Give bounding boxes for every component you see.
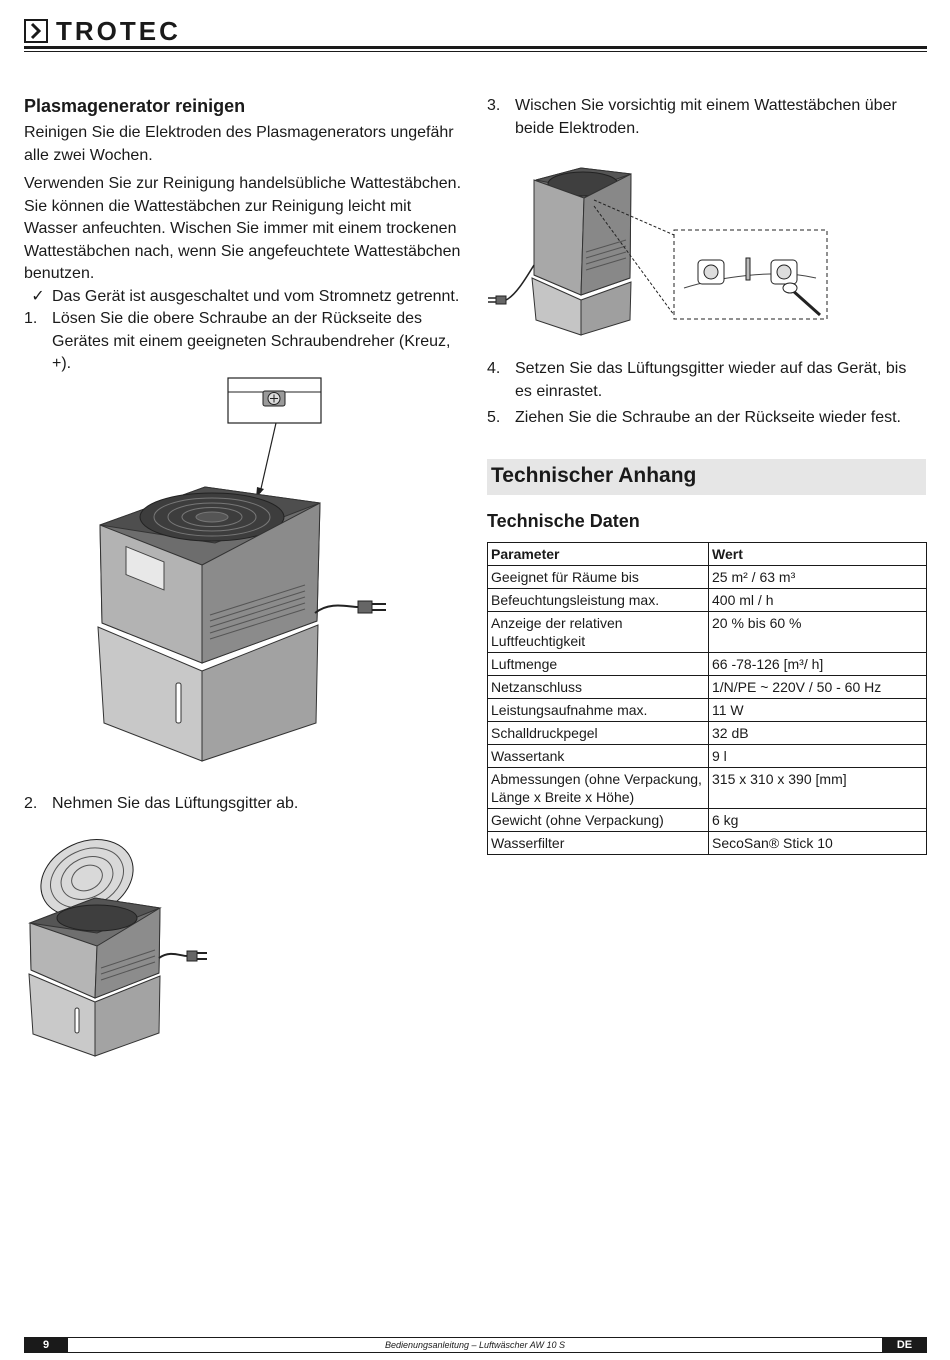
value-cell: 9 l	[709, 745, 927, 768]
step-item	[24, 793, 464, 816]
param-cell: Geeignet für Räume bis	[488, 566, 709, 589]
param-cell: Wasserfilter	[488, 832, 709, 855]
step-item	[487, 95, 927, 140]
grille-removed-illustration	[25, 828, 225, 1063]
step-number: 4.	[487, 360, 501, 377]
column-header: Wert	[709, 543, 927, 566]
chevron-right-icon	[24, 19, 48, 43]
step-text: Ziehen Sie die Schraube an der Rückseite wieder fest.	[515, 409, 901, 426]
table-row	[488, 653, 927, 676]
step-number: 1.	[24, 310, 38, 327]
value-cell: 20 % bis 60 %	[709, 612, 927, 653]
page-number: 9	[24, 1337, 68, 1353]
value-cell: 25 m² / 63 m³	[709, 566, 927, 589]
column-header: Parameter	[488, 543, 709, 566]
appendix-title: Technischer Anhang	[491, 464, 697, 487]
table-row	[488, 676, 927, 699]
value-cell: 1/N/PE ~ 220V / 50 - 60 Hz	[709, 676, 927, 699]
step-item	[24, 308, 464, 376]
language-badge: DE	[882, 1337, 927, 1353]
steps-list	[487, 358, 927, 430]
step-item	[487, 407, 927, 430]
step-text: Lösen Sie die obere Schraube an der Rückseite des Gerätes mit einem geeigneten Schraubendreher (Kreuz, +).	[52, 310, 451, 372]
checkmark-icon: ✓	[31, 287, 45, 305]
spec-table	[487, 542, 927, 855]
value-cell: SecoSan® Stick 10	[709, 832, 927, 855]
step-text: Nehmen Sie das Lüftungsgitter ab.	[52, 795, 299, 812]
table-row	[488, 832, 927, 855]
value-cell: 315 x 310 x 390 [mm]	[709, 768, 927, 809]
param-cell: Netzanschluss	[488, 676, 709, 699]
electrode-cleaning-illustration	[486, 160, 831, 340]
step-text: Wischen Sie vorsichtig mit einem Wattestäbchen über beide Elektroden.	[515, 97, 897, 137]
value-cell: 32 dB	[709, 722, 927, 745]
param-cell: Abmessungen (ohne Verpackung, Länge x Breite x Höhe)	[488, 768, 709, 809]
value-cell: 11 W	[709, 699, 927, 722]
value-cell: 66 -78-126 [m³/ h]	[709, 653, 927, 676]
step-number: 2.	[24, 795, 38, 812]
table-row	[488, 768, 927, 809]
param-cell: Gewicht (ohne Verpackung)	[488, 809, 709, 832]
data-title: Technische Daten	[487, 511, 640, 531]
table-row	[488, 612, 927, 653]
brand-name: TROTEC	[56, 16, 181, 46]
check-item	[24, 286, 464, 309]
param-cell: Wassertank	[488, 745, 709, 768]
brand-logo	[24, 18, 181, 44]
footer-title: Bedienungsanleitung – Luftwäscher AW 10 S	[384, 1340, 566, 1350]
paragraph: Verwenden Sie zur Reinigung handelsübliche Wattestäbchen. Sie können die Wattestäbchen zur Reinigung leicht mit Wasser anfeuchten. Wischen Sie immer mit einem trockenen Wattestäbchen nach, wenn Sie angefeuchtete Wattestäbchen benutzen.	[24, 175, 462, 282]
value-cell: 400 ml / h	[709, 589, 927, 612]
table-row	[488, 566, 927, 589]
step-number: 3.	[487, 97, 501, 114]
step-number: 5.	[487, 409, 501, 426]
section-heading: Plasmagenerator reinigen	[24, 96, 246, 116]
value-cell: 6 kg	[709, 809, 927, 832]
param-cell: Schalldruckpegel	[488, 722, 709, 745]
param-cell: Leistungsaufnahme max.	[488, 699, 709, 722]
header-divider-thin	[24, 51, 927, 52]
table-row	[488, 809, 927, 832]
left-column	[24, 96, 464, 376]
header-divider	[24, 46, 927, 49]
param-cell: Anzeige der relativen Luftfeuchtigkeit	[488, 612, 709, 653]
table-row	[488, 699, 927, 722]
table-row	[488, 589, 927, 612]
table-row	[488, 745, 927, 768]
humidifier-screw-illustration	[90, 375, 410, 770]
paragraph: Reinigen Sie die Elektroden des Plasmagenerators ungefähr alle zwei Wochen.	[24, 124, 454, 164]
table-row	[488, 722, 927, 745]
check-text: Das Gerät ist ausgeschaltet und vom Stromnetz getrennt.	[52, 287, 460, 305]
param-cell: Luftmenge	[488, 653, 709, 676]
param-cell: Befeuchtungsleistung max.	[488, 589, 709, 612]
table-header-row	[488, 543, 927, 566]
step-text: Setzen Sie das Lüftungsgitter wieder auf das Gerät, bis es einrastet.	[515, 360, 907, 400]
step-item	[487, 358, 927, 403]
